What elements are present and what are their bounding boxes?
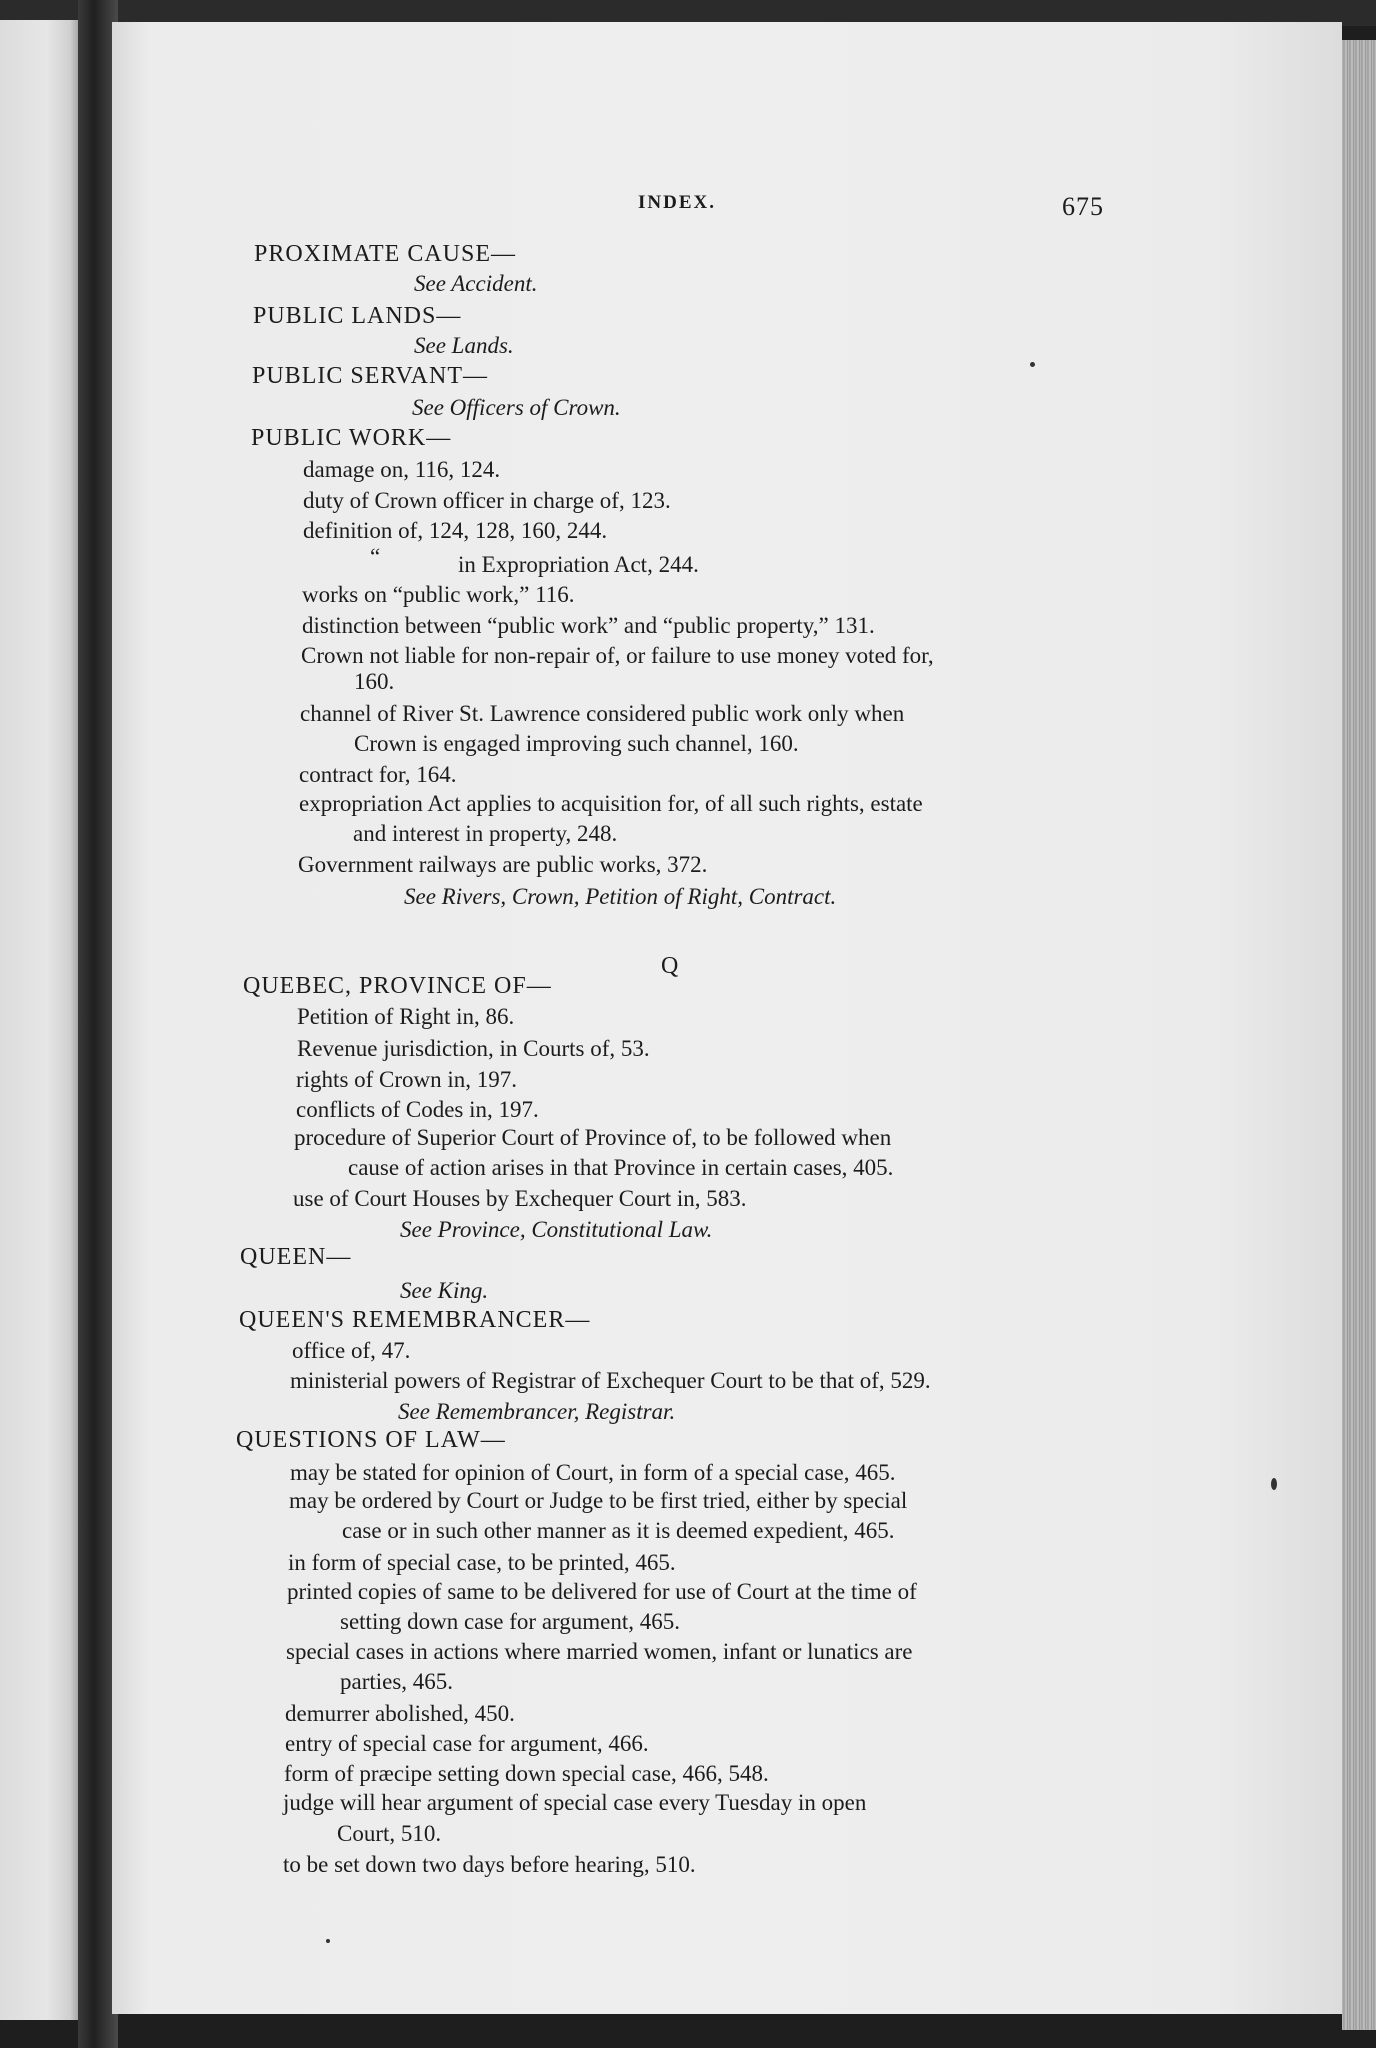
index-heading: PUBLIC WORK— xyxy=(251,425,452,451)
index-subentry: form of præcipe setting down special case, 466, 548. xyxy=(284,1761,769,1786)
see-reference: See Lands. xyxy=(414,333,514,358)
index-subentry: channel of River St. Lawrence considered public work only when xyxy=(300,701,905,726)
index-subentry: damage on, 116, 124. xyxy=(303,457,501,482)
index-subentry: in Expropriation Act, 244. xyxy=(458,552,699,577)
paper-speck xyxy=(1030,362,1035,367)
see-reference: See Accident. xyxy=(414,271,538,296)
index-heading: PUBLIC SERVANT— xyxy=(252,363,489,389)
index-subentry: Revenue jurisdiction, in Courts of, 53. xyxy=(297,1036,650,1061)
index-subentry-continuation: parties, 465. xyxy=(340,1669,454,1694)
paper-speck xyxy=(326,1939,330,1943)
ditto-mark: “ xyxy=(370,544,381,569)
index-subentry: in form of special case, to be printed, 465. xyxy=(288,1550,676,1575)
running-head: INDEX. xyxy=(638,192,716,213)
index-subentry: ministerial powers of Registrar of Exchequer Court to be that of, 529. xyxy=(290,1368,931,1393)
index-subentry: works on “public work,” 116. xyxy=(302,582,575,607)
index-subentry: expropriation Act applies to acquisition for, of all such rights, estate xyxy=(299,791,923,816)
index-subentry: procedure of Superior Court of Province of, to be followed when xyxy=(294,1125,892,1150)
index-heading: QUEBEC, PROVINCE OF— xyxy=(243,973,552,999)
index-subentry: conflicts of Codes in, 197. xyxy=(296,1097,539,1122)
index-subentry: printed copies of same to be delivered for use of Court at the time of xyxy=(287,1579,917,1604)
index-subentry: contract for, 164. xyxy=(299,762,457,787)
index-subentry: may be ordered by Court or Judge to be first tried, either by special xyxy=(289,1488,908,1513)
index-heading: QUESTIONS OF LAW— xyxy=(236,1427,506,1453)
index-subentry: office of, 47. xyxy=(292,1338,411,1363)
index-heading: PUBLIC LANDS— xyxy=(253,303,462,329)
index-heading: QUEEN— xyxy=(240,1244,352,1270)
index-heading: PROXIMATE CAUSE— xyxy=(254,241,517,267)
see-reference: See Officers of Crown. xyxy=(412,395,621,420)
page-number: 675 xyxy=(1062,192,1104,221)
see-reference: See King. xyxy=(400,1278,489,1303)
index-subentry-continuation: case or in such other manner as it is deemed expedient, 465. xyxy=(342,1518,895,1543)
index-subentry: entry of special case for argument, 466. xyxy=(285,1731,649,1756)
index-subentry: special cases in actions where married women, infant or lunatics are xyxy=(286,1639,913,1664)
index-subentry: use of Court Houses by Exchequer Court in, 583. xyxy=(293,1186,747,1211)
index-subentry-continuation: setting down case for argument, 465. xyxy=(340,1609,681,1634)
see-reference: See Remembrancer, Registrar. xyxy=(398,1399,676,1424)
index-heading: QUEEN'S REMEMBRANCER— xyxy=(239,1307,591,1333)
index-subentry: definition of, 124, 128, 160, 244. xyxy=(303,518,608,543)
index-subentry: distinction between “public work” and “public property,” 131. xyxy=(302,613,875,638)
see-reference: See Province, Constitutional Law. xyxy=(400,1217,713,1242)
section-letter: Q xyxy=(661,953,679,979)
index-subentry: Crown not liable for non-repair of, or failure to use money voted for, xyxy=(301,643,934,668)
index-subentry: Petition of Right in, 86. xyxy=(297,1004,515,1029)
see-reference: See Rivers, Crown, Petition of Right, Contract. xyxy=(404,884,837,909)
paper-speck xyxy=(1271,1478,1277,1490)
index-subentry: to be set down two days before hearing, 510. xyxy=(283,1852,696,1877)
page-stack-edge xyxy=(1342,40,1376,2030)
index-subentry-continuation: and interest in property, 248. xyxy=(353,821,618,846)
index-subentry: duty of Crown officer in charge of, 123. xyxy=(303,488,671,513)
index-subentry-continuation: cause of action arises in that Province in certain cases, 405. xyxy=(348,1155,894,1180)
index-subentry-continuation: 160. xyxy=(354,669,395,694)
index-subentry-continuation: Crown is engaged improving such channel, 160. xyxy=(354,731,799,756)
index-subentry: rights of Crown in, 197. xyxy=(296,1067,518,1092)
index-subentry-continuation: Court, 510. xyxy=(337,1821,442,1846)
index-subentry: demurrer abolished, 450. xyxy=(285,1701,515,1726)
index-subentry: Government railways are public works, 372. xyxy=(298,852,708,877)
index-subentry: may be stated for opinion of Court, in form of a special case, 465. xyxy=(290,1460,896,1485)
facing-page-edge xyxy=(0,20,78,2020)
index-subentry: judge will hear argument of special case every Tuesday in open xyxy=(283,1790,867,1815)
